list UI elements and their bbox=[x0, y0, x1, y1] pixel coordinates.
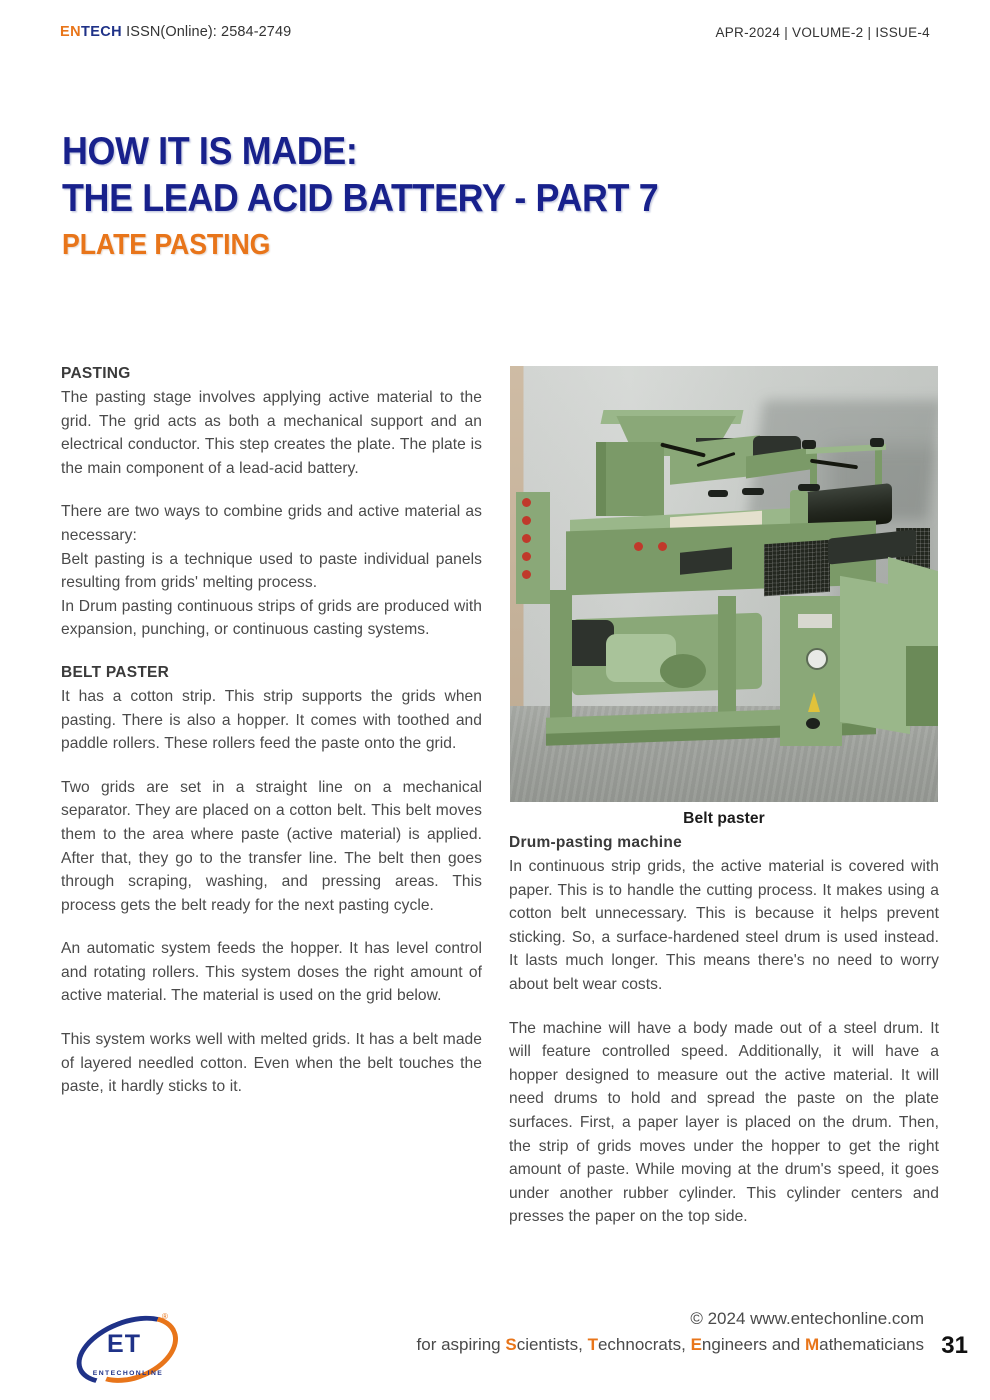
outfeed-support bbox=[906, 646, 938, 726]
tagline-text: athematicians bbox=[819, 1335, 924, 1354]
post-cap-left bbox=[802, 440, 816, 449]
right-text-column bbox=[509, 832, 939, 1229]
paragraph-automatic-system: An automatic system feeds the hopper. It has level control and rotating rollers. This system doses the right amount of active material. The material is used on the grid below. bbox=[61, 940, 482, 1005]
handwheel-3 bbox=[708, 490, 728, 497]
paragraph-two-ways: There are two ways to combine grids and active material as necessary: bbox=[61, 503, 482, 544]
post-cap-right bbox=[870, 438, 884, 447]
red-button-5[interactable] bbox=[522, 570, 531, 579]
section-heading-drum-pasting: Drum-pasting machine bbox=[509, 834, 682, 851]
paragraph-machine-body: The machine will have a body made out of a steel drum. It will feature controlled speed. Additionally, it will have a hopper designed to measure out the active material. It will need drums to hold and spread the paste on the plate surfaces. First, a paper layer is placed on the drum. Then, the strip of grids moves under the hopper to get the right amount of paste. While moving at the drum's speed, it goes under another rubber cylinder. This cylinder centers and presses the paper on the top side. bbox=[509, 1019, 939, 1226]
page-header bbox=[60, 20, 930, 44]
title-line-1: HOW IT IS MADE: bbox=[62, 130, 358, 173]
article-subtitle: PLATE PASTING bbox=[62, 229, 271, 261]
photo-background-wall bbox=[510, 366, 938, 802]
logo-wordmark: ENTECHONLINE bbox=[92, 1370, 164, 1377]
paragraph-spacer bbox=[509, 997, 939, 1017]
paragraph-cotton-strip: It has a cotton strip. This strip supports the grids when pasting. There is also a hopper. It comes with toothed and paddle rollers. These rollers feed the paste onto the grid. bbox=[61, 687, 482, 753]
entech-logo bbox=[70, 1308, 182, 1380]
frame-leg-left bbox=[550, 590, 572, 726]
button-panel bbox=[516, 492, 550, 604]
tagline-initial: S bbox=[505, 1335, 517, 1354]
page-number: 31 bbox=[941, 1332, 968, 1359]
title-line-2: THE LEAD ACID BATTERY - PART 7 bbox=[62, 177, 659, 220]
tagline-text: echnocrats, bbox=[597, 1335, 691, 1354]
paragraph-spacer bbox=[61, 1008, 482, 1028]
masthead-brand bbox=[60, 24, 291, 40]
tagline-initial: T bbox=[587, 1335, 598, 1354]
registered-trademark-icon: ® bbox=[162, 1312, 168, 1321]
brand-prefix: EN bbox=[60, 24, 81, 40]
red-button-1[interactable] bbox=[522, 498, 531, 507]
pressure-gauge bbox=[806, 648, 828, 670]
paragraph-pasting-intro: The pasting stage involves applying active material to the grid. The grid acts as both a mechanical support and an electrical conductor. This step creates the plate. The plate is the main component of a lead-acid battery. bbox=[61, 389, 482, 477]
issue-info: APR-2024 | VOLUME-2 | ISSUE-4 bbox=[715, 24, 930, 40]
paragraph-spacer bbox=[61, 756, 482, 776]
section-heading-belt-paster: BELT PASTER bbox=[61, 663, 170, 681]
page-footer bbox=[0, 1300, 990, 1386]
left-text-column bbox=[61, 363, 482, 1099]
paragraph-spacer bbox=[61, 480, 482, 500]
red-button-deck-2[interactable] bbox=[658, 542, 667, 551]
tagline-text: cientists, bbox=[516, 1335, 588, 1354]
tagline-initial: M bbox=[804, 1335, 820, 1354]
footer-tagline bbox=[417, 1332, 924, 1358]
tagline-initial: E bbox=[690, 1335, 702, 1354]
footer-text-block bbox=[417, 1306, 924, 1358]
issn-text: ISSN(Online): 2584-2749 bbox=[126, 24, 292, 40]
valve-knob bbox=[806, 718, 820, 729]
red-button-2[interactable] bbox=[522, 516, 531, 525]
paragraph-spacer bbox=[61, 917, 482, 937]
paragraph-belt-pasting: Belt pasting is a technique used to paste individual panels resulting from grids' melting process. bbox=[61, 550, 482, 592]
footer-copyright: © 2024 www.entechonline.com bbox=[690, 1309, 924, 1328]
paragraph-two-grids: Two grids are set in a straight line on a mechanical separator. They are placed on a cotton belt. This belt moves them to the area where paste (active material) is applied. After that, they go to the transfer line. The belt then goes through scraping, washing, and pressing areas. This process gets the belt ready for the next pasting cycle. bbox=[61, 778, 482, 914]
tagline-text: ngineers and bbox=[701, 1335, 805, 1354]
article-title-block bbox=[62, 128, 922, 265]
paragraph-continuous-strip: In continuous strip grids, the active material is covered with paper. This is to handle the cutting process. It makes using a cotton belt unnecessary. This is because it helps prevent sticking. So, a surface-hardened steel drum is used instead. It lasts much longer. This means there's no need to worry about belt wear costs. bbox=[509, 858, 939, 993]
paragraph-melted-grids: This system works well with melted grids. It has a belt made of layered needled cotton. Even when the belt touches the paste, it hardly sticks to it. bbox=[61, 1031, 482, 1096]
handwheel-2 bbox=[798, 484, 820, 491]
motor-housing bbox=[660, 654, 706, 688]
handwheel-1 bbox=[742, 488, 764, 495]
brand-suffix: TECH bbox=[80, 24, 123, 40]
hopper-side bbox=[596, 442, 606, 516]
paragraph-spacer bbox=[61, 642, 482, 662]
red-button-deck-1[interactable] bbox=[634, 542, 643, 551]
figure-caption: Belt paster bbox=[683, 810, 765, 827]
name-plate bbox=[798, 614, 832, 628]
belt-paster-photo bbox=[510, 366, 938, 802]
paragraph-drum-pasting: In Drum pasting continuous strips of grids are produced with expansion, punching, or continuous casting systems. bbox=[61, 597, 482, 639]
red-button-4[interactable] bbox=[522, 552, 531, 561]
tagline-text: for aspiring bbox=[416, 1335, 506, 1354]
logo-monogram: ET bbox=[107, 1330, 141, 1358]
hopper-body bbox=[596, 442, 664, 516]
guard-mesh-left bbox=[764, 540, 830, 597]
section-heading-pasting: PASTING bbox=[61, 365, 131, 382]
red-button-3[interactable] bbox=[522, 534, 531, 543]
